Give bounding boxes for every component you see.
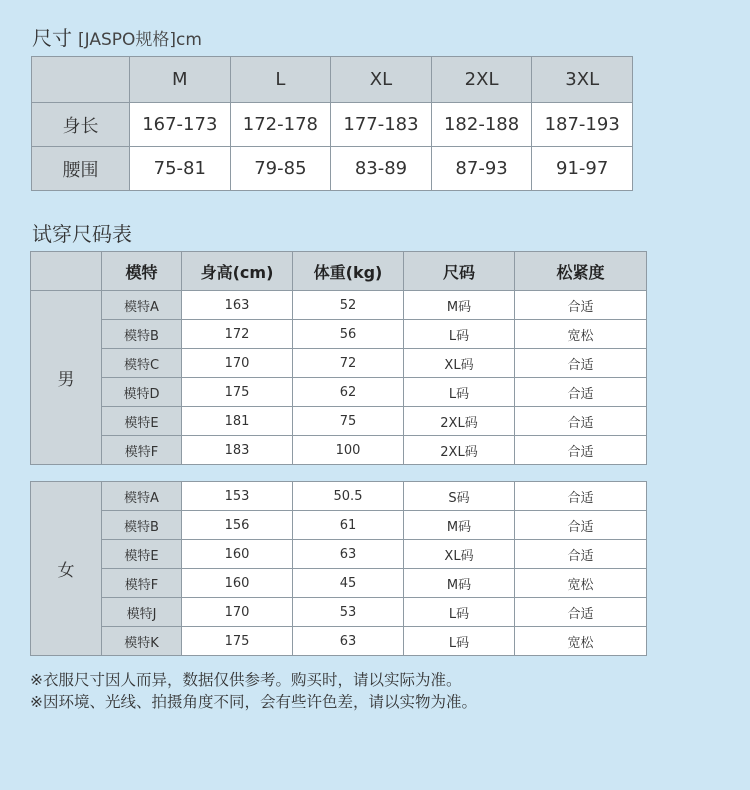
fit-row	[31, 378, 647, 407]
fit-cell-fit: 合适	[515, 291, 647, 320]
fit-row	[31, 482, 647, 511]
fit-cell-model: 模特F	[102, 569, 182, 598]
fit-cell-size: L码	[404, 378, 515, 407]
fit-row	[31, 540, 647, 569]
fit-section-title: 试穿尺码表	[32, 222, 132, 246]
size-cell: 167-173	[130, 103, 231, 147]
fit-cell-fit: 合适	[515, 407, 647, 436]
size-header-cell: L	[230, 57, 331, 103]
fit-row	[31, 627, 647, 656]
fit-cell-height: 160	[182, 569, 293, 598]
size-cell: 172-178	[230, 103, 331, 147]
fit-cell-weight: 53	[293, 598, 404, 627]
fit-cell-fit: 合适	[515, 598, 647, 627]
fit-cell-size: XL码	[404, 540, 515, 569]
fit-cell-size: M码	[404, 291, 515, 320]
fit-table-women	[30, 481, 647, 656]
size-table	[31, 56, 633, 191]
fit-row	[31, 407, 647, 436]
fit-row	[31, 349, 647, 378]
fit-cell-height: 160	[182, 540, 293, 569]
fit-cell-weight: 45	[293, 569, 404, 598]
size-row-waist	[32, 147, 633, 191]
fit-cell-weight: 56	[293, 320, 404, 349]
size-cell: 177-183	[331, 103, 432, 147]
size-row-label: 身长	[32, 103, 130, 147]
fit-row	[31, 291, 647, 320]
fit-header-row	[31, 252, 647, 291]
fit-table-men	[30, 251, 647, 465]
size-subtitle: [JASPO规格]cm	[78, 30, 202, 50]
fit-cell-model: 模特C	[102, 349, 182, 378]
size-header-cell: XL	[331, 57, 432, 103]
fit-cell-height: 156	[182, 511, 293, 540]
fit-cell-height: 170	[182, 598, 293, 627]
fit-cell-fit: 合适	[515, 482, 647, 511]
fit-cell-size: L码	[404, 627, 515, 656]
fit-cell-fit: 宽松	[515, 627, 647, 656]
fit-cell-size: S码	[404, 482, 515, 511]
fit-women-body	[31, 482, 647, 656]
fit-cell-fit: 合适	[515, 436, 647, 465]
size-title: 尺寸	[32, 26, 72, 50]
fit-cell-fit: 合适	[515, 540, 647, 569]
fit-cell-height: 175	[182, 378, 293, 407]
fit-cell-model: 模特B	[102, 320, 182, 349]
fit-cell-weight: 63	[293, 540, 404, 569]
fit-cell-model: 模特F	[102, 436, 182, 465]
fit-cell-weight: 62	[293, 378, 404, 407]
fit-row	[31, 320, 647, 349]
size-cell: 87-93	[431, 147, 532, 191]
size-row-label: 腰围	[32, 147, 130, 191]
fit-row	[31, 598, 647, 627]
fit-cell-size: L码	[404, 598, 515, 627]
fit-cell-size: M码	[404, 511, 515, 540]
size-corner-cell	[32, 57, 130, 103]
fit-cell-size: L码	[404, 320, 515, 349]
fit-cell-weight: 50.5	[293, 482, 404, 511]
fit-cell-model: 模特B	[102, 511, 182, 540]
fit-header-cell: 尺码	[404, 252, 515, 291]
size-cell: 187-193	[532, 103, 633, 147]
size-cell: 91-97	[532, 147, 633, 191]
fit-row	[31, 511, 647, 540]
fit-cell-fit: 宽松	[515, 320, 647, 349]
note-line: ※因环境、光线、拍摄角度不同，会有些许色差，请以实物为准。	[30, 693, 477, 711]
fit-cell-model: 模特J	[102, 598, 182, 627]
size-row-length	[32, 103, 633, 147]
fit-cell-height: 183	[182, 436, 293, 465]
size-cell: 79-85	[230, 147, 331, 191]
size-cell: 182-188	[431, 103, 532, 147]
fit-cell-weight: 52	[293, 291, 404, 320]
fit-cell-height: 172	[182, 320, 293, 349]
fit-men-body	[31, 291, 647, 465]
fit-cell-fit: 合适	[515, 511, 647, 540]
fit-cell-fit: 宽松	[515, 569, 647, 598]
fit-cell-fit: 合适	[515, 349, 647, 378]
size-header-cell: 3XL	[532, 57, 633, 103]
fit-cell-size: 2XL码	[404, 436, 515, 465]
fit-cell-model: 模特A	[102, 482, 182, 511]
fit-corner-cell	[31, 252, 102, 291]
fit-cell-weight: 75	[293, 407, 404, 436]
fit-cell-height: 153	[182, 482, 293, 511]
fit-header-cell: 松紧度	[515, 252, 647, 291]
fit-header-cell: 体重(kg)	[293, 252, 404, 291]
fit-header-cell: 模特	[102, 252, 182, 291]
fit-cell-height: 170	[182, 349, 293, 378]
size-header-cell: M	[130, 57, 231, 103]
fit-cell-model: 模特D	[102, 378, 182, 407]
fit-cell-weight: 72	[293, 349, 404, 378]
fit-cell-size: M码	[404, 569, 515, 598]
fit-cell-height: 175	[182, 627, 293, 656]
fit-cell-size: 2XL码	[404, 407, 515, 436]
fit-cell-weight: 61	[293, 511, 404, 540]
fit-cell-weight: 63	[293, 627, 404, 656]
fit-cell-size: XL码	[404, 349, 515, 378]
fit-cell-model: 模特K	[102, 627, 182, 656]
fit-cell-weight: 100	[293, 436, 404, 465]
size-cell: 83-89	[331, 147, 432, 191]
fit-cell-model: 模特E	[102, 540, 182, 569]
gender-label: 女	[31, 482, 102, 656]
fit-header-cell: 身高(cm)	[182, 252, 293, 291]
fit-cell-height: 181	[182, 407, 293, 436]
size-section-title	[32, 22, 202, 51]
fit-cell-height: 163	[182, 291, 293, 320]
fit-cell-model: 模特E	[102, 407, 182, 436]
fit-row	[31, 569, 647, 598]
size-header-row	[32, 57, 633, 103]
fit-row	[31, 436, 647, 465]
size-cell: 75-81	[130, 147, 231, 191]
fit-cell-model: 模特A	[102, 291, 182, 320]
size-header-cell: 2XL	[431, 57, 532, 103]
gender-label: 男	[31, 291, 102, 465]
note-line: ※衣服尺寸因人而异，数据仅供参考。购买时，请以实际为准。	[30, 671, 462, 689]
fit-cell-fit: 合适	[515, 378, 647, 407]
